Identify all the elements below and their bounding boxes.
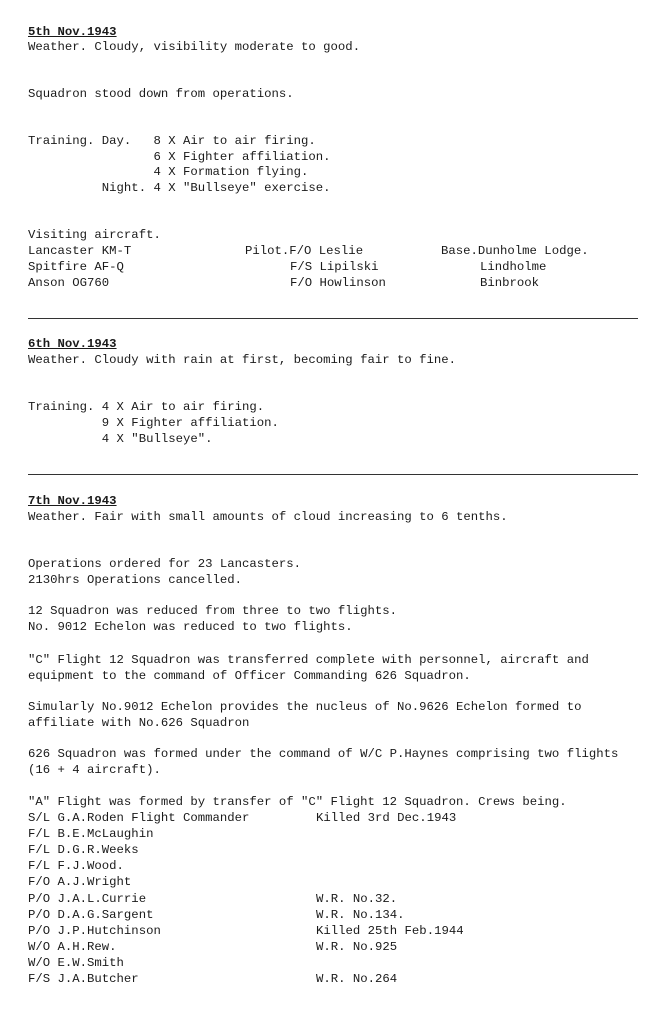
crew-name: F/S J.A.Butcher	[28, 972, 139, 986]
visiting-pilot: F/O Howlinson	[290, 276, 386, 290]
entry-date: 6th Nov.1943	[28, 337, 117, 351]
operations-line: 2130hrs Operations cancelled.	[28, 573, 243, 587]
visiting-pilot: F/S Lipilski	[290, 260, 379, 274]
entry-date: 5th Nov.1943	[28, 25, 117, 39]
weather-line: Weather. Cloudy, visibility moderate to good.	[28, 40, 361, 54]
crew-name: S/L G.A.Roden Flight Commander	[28, 811, 250, 825]
training-line: 4 X Formation flying.	[28, 165, 309, 179]
crew-note: W.R. No.264	[316, 972, 398, 986]
visiting-aircraft: Anson OG760	[28, 276, 110, 290]
formation-line: 626 Squadron was formed under the command of W/C P.Haynes comprising two flights	[28, 747, 619, 761]
echelon-line: Simularly No.9012 Echelon provides the nucleus of No.9626 Echelon formed to	[28, 700, 582, 714]
crew-name: P/O D.A.G.Sargent	[28, 908, 154, 922]
visiting-aircraft: Lancaster KM-T	[28, 244, 132, 258]
echelon-line: affiliate with No.626 Squadron	[28, 716, 250, 730]
transfer-line: "C" Flight 12 Squadron was transferred complete with personnel, aircraft and	[28, 653, 589, 667]
a-flight-heading: "A" Flight was formed by transfer of "C" Flight 12 Squadron. Crews being.	[28, 795, 567, 809]
crew-name: F/O A.J.Wright	[28, 875, 132, 889]
operations-line: Operations ordered for 23 Lancasters.	[28, 557, 302, 571]
stood-down-line: Squadron stood down from operations.	[28, 87, 294, 101]
crew-note: W.R. No.925	[316, 940, 398, 954]
weather-line: Weather. Cloudy with rain at first, becoming fair to fine.	[28, 353, 457, 367]
training-line: 4 X "Bullseye".	[28, 432, 213, 446]
visiting-base: Base.Dunholme Lodge.	[441, 244, 589, 258]
crew-name: P/O J.P.Hutchinson	[28, 924, 161, 938]
visiting-aircraft: Spitfire AF-Q	[28, 260, 124, 274]
divider	[28, 318, 638, 319]
crew-note: W.R. No.134.	[316, 908, 405, 922]
crew-name: P/O J.A.L.Currie	[28, 892, 147, 906]
transfer-line: equipment to the command of Officer Commanding 626 Squadron.	[28, 669, 471, 683]
visiting-pilot: Pilot.F/O Leslie	[245, 244, 364, 258]
weather-line: Weather. Fair with small amounts of cloud increasing to 6 tenths.	[28, 510, 508, 524]
training-line: Training. 4 X Air to air firing.	[28, 400, 265, 414]
entry-date: 7th Nov.1943	[28, 494, 117, 508]
visiting-base: Binbrook	[480, 276, 540, 290]
reduction-line: 12 Squadron was reduced from three to two flights.	[28, 604, 397, 618]
crew-note: Killed 25th Feb.1944	[316, 924, 464, 938]
visiting-heading: Visiting aircraft.	[28, 228, 161, 242]
reduction-line: No. 9012 Echelon was reduced to two flights.	[28, 620, 353, 634]
crew-name: F/L B.E.McLaughin	[28, 827, 154, 841]
divider	[28, 474, 638, 475]
crew-note: Killed 3rd Dec.1943	[316, 811, 457, 825]
training-line: Night. 4 X "Bullseye" exercise.	[28, 181, 331, 195]
crew-name: F/L D.G.R.Weeks	[28, 843, 139, 857]
training-line: 6 X Fighter affiliation.	[28, 150, 331, 164]
training-line: 9 X Fighter affiliation.	[28, 416, 279, 430]
crew-name: W/O A.H.Rew.	[28, 940, 117, 954]
crew-note: W.R. No.32.	[316, 892, 398, 906]
crew-name: W/O E.W.Smith	[28, 956, 124, 970]
training-line: Training. Day. 8 X Air to air firing.	[28, 134, 316, 148]
crew-name: F/L F.J.Wood.	[28, 859, 124, 873]
visiting-base: Lindholme	[480, 260, 547, 274]
formation-line: (16 + 4 aircraft).	[28, 763, 161, 777]
